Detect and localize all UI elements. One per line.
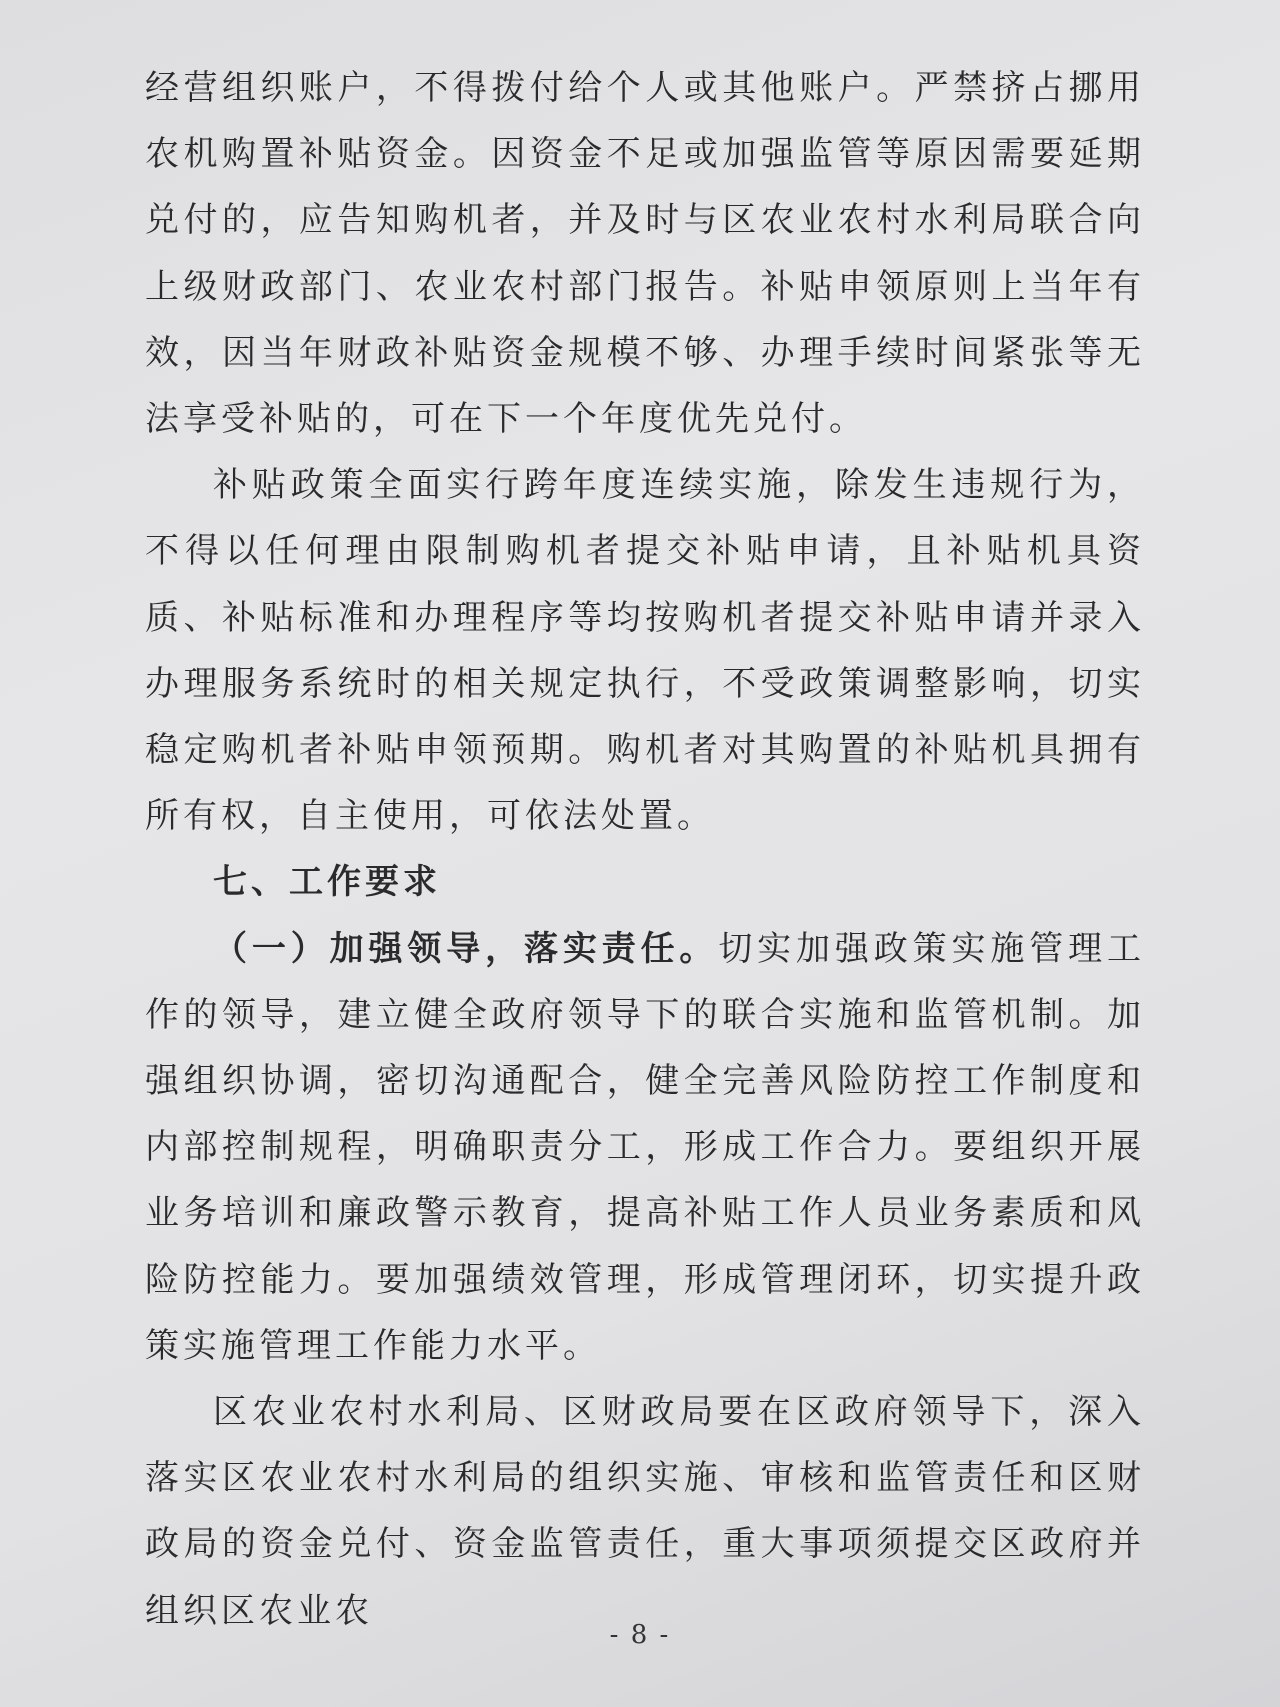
paragraph-funding: 经营组织账户，不得拨付给个人或其他账户。严禁挤占挪用农机购置补贴资金。因资金不足或加强监管等原因需要延期兑付的，应告知购机者，并及时与区农业农村水利局联合向上级财政部门、农业农村部门报告。补贴申领原则上当年有效，因当年财政补贴资金规模不够、办理手续时间紧张等无法享受补贴的，可在下一个年度优先兑付。: [145, 68, 1145, 440]
paragraph-closing: 区农业农村水利局、区财政局要在区政府领导下，深入落实区农业农村水利局的组织实施、审核和监管责任和区财政局的资金兑付、资金监管责任，重大事项须提交区政府并组织区农业农: [145, 1392, 1145, 1631]
document-body: [145, 55, 1145, 1644]
subsection-text: 切实加强政策实施管理工作的领导，建立健全政府领导下的联合实施和监管机制。加强组织协调，密切沟通配合，健全完善风险防控工作制度和内部控制规程，明确职责分工，形成工作合力。要组织开展业务培训和廉政警示教育，提高补贴工作人员业务素质和风险防控能力。要加强绩效管理，形成管理闭环，切实提升政策实施管理工作能力水平。: [145, 928, 1146, 1366]
subsection-lead: （一）加强领导，落实责任。: [213, 928, 719, 969]
paragraph-continuity: 补贴政策全面实行跨年度连续实施，除发生违规行为，不得以任何理由限制购机者提交补贴申请，且补贴机具资质、补贴标准和办理程序等均按购机者提交补贴申请并录入办理服务系统时的相关规定执行，不受政策调整影响，切实稳定购机者补贴申领预期。购机者对其购置的补贴机具拥有所有权，自主使用，可依法处置。: [145, 465, 1145, 837]
page-number: - 8 -: [609, 1620, 671, 1650]
section-heading: 七、工作要求: [213, 862, 441, 903]
paragraph-leadership: [145, 916, 1145, 1379]
